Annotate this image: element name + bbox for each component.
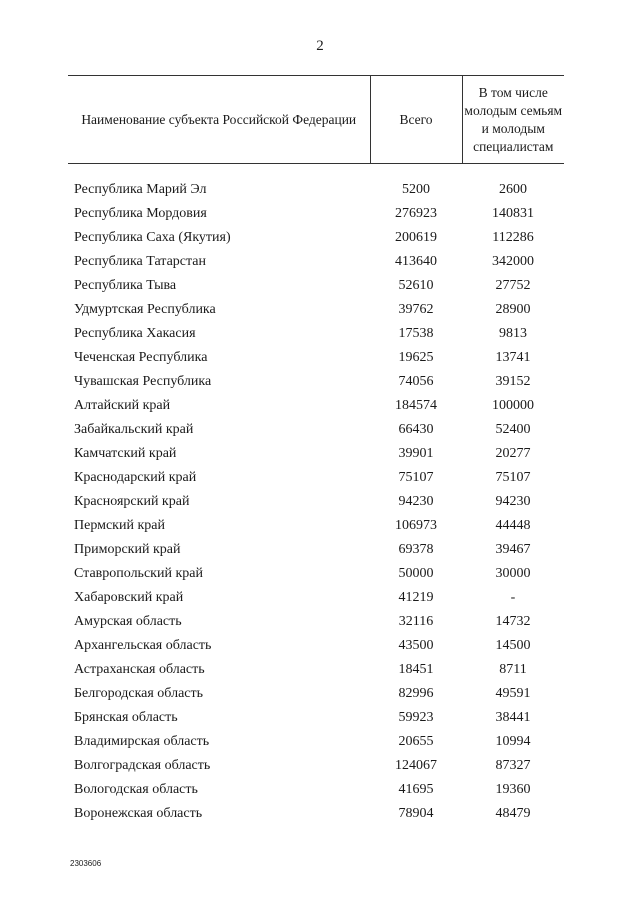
young-families-cell: 39152 (495, 374, 531, 389)
table-row (68, 202, 564, 226)
total-cell: 50000 (398, 566, 434, 581)
total-cell: 20655 (398, 734, 434, 749)
table-row (68, 562, 564, 586)
young-families-cell: 52400 (495, 422, 531, 437)
total-cell: 19625 (398, 350, 434, 365)
table-row (68, 164, 564, 203)
region-name-cell: Камчатский край (74, 446, 177, 461)
region-name-cell: Республика Татарстан (74, 254, 207, 269)
total-cell: 18451 (398, 662, 434, 677)
region-name-cell: Красноярский край (74, 494, 190, 509)
region-name-cell: Краснодарский край (74, 470, 197, 485)
total-cell: 59923 (398, 710, 434, 725)
young-families-cell: 87327 (495, 758, 531, 773)
total-cell: 276923 (395, 206, 437, 221)
region-name-cell: Амурская область (74, 614, 182, 629)
young-families-cell: 2600 (499, 182, 527, 197)
table-row (68, 634, 564, 658)
total-cell: 52610 (398, 278, 434, 293)
young-families-cell: 13741 (495, 350, 531, 365)
young-families-cell: 342000 (492, 254, 534, 269)
young-families-cell: 9813 (499, 326, 527, 341)
young-families-cell: 38441 (495, 710, 531, 725)
region-name-cell: Вологодская область (74, 782, 198, 797)
table-row (68, 706, 564, 730)
total-cell: 69378 (398, 542, 434, 557)
young-families-cell: 140831 (492, 206, 534, 221)
total-cell: 74056 (398, 374, 434, 389)
young-families-cell: 19360 (495, 782, 531, 797)
table-row (68, 682, 564, 706)
table-row (68, 442, 564, 466)
total-cell: 43500 (398, 638, 434, 653)
region-name-cell: Пермский край (74, 518, 165, 533)
table-row (68, 346, 564, 370)
young-families-cell: 39467 (495, 542, 531, 557)
region-name-cell: Хабаровский край (74, 590, 184, 605)
young-families-cell: 100000 (492, 398, 534, 413)
total-cell: 78904 (398, 806, 434, 821)
region-name-cell: Республика Хакасия (74, 326, 196, 341)
young-families-cell: 94230 (495, 494, 531, 509)
document-code: 2303606 (70, 859, 102, 868)
young-families-cell: 49591 (495, 686, 531, 701)
total-cell: 32116 (398, 614, 434, 629)
table-row (68, 778, 564, 802)
table-row (68, 658, 564, 682)
allocation-table-container (68, 75, 564, 826)
table-row (68, 610, 564, 634)
region-name-cell: Чувашская Республика (74, 374, 212, 389)
total-cell: 41695 (398, 782, 434, 797)
region-name-cell: Приморский край (74, 542, 181, 557)
header-total: Всего (370, 76, 462, 164)
table-row (68, 322, 564, 346)
table-row (68, 250, 564, 274)
table-row (68, 226, 564, 250)
young-families-cell: 14732 (495, 614, 531, 629)
young-families-cell: 28900 (495, 302, 531, 317)
young-families-cell: 10994 (495, 734, 531, 749)
table-row (68, 466, 564, 490)
total-cell: 184574 (395, 398, 437, 413)
total-cell: 124067 (395, 758, 437, 773)
young-families-cell: 112286 (492, 230, 534, 245)
table-row (68, 730, 564, 754)
total-cell: 413640 (395, 254, 437, 269)
region-name-cell: Алтайский край (74, 398, 171, 413)
region-name-cell: Республика Саха (Якутия) (74, 230, 231, 245)
region-name-cell: Забайкальский край (74, 422, 194, 437)
region-name-cell: Архангельская область (74, 638, 212, 653)
total-cell: 39762 (398, 302, 434, 317)
region-name-cell: Брянская область (74, 710, 178, 725)
table-body (68, 164, 564, 827)
total-cell: 94230 (398, 494, 434, 509)
header-region-name: Наименование субъекта Российской Федерации (68, 76, 370, 164)
total-cell: 66430 (398, 422, 434, 437)
total-cell: 75107 (398, 470, 434, 485)
young-families-cell: 27752 (495, 278, 531, 293)
young-families-cell: - (510, 590, 516, 605)
table-row (68, 394, 564, 418)
table-row (68, 514, 564, 538)
header-young-families: В том числе молодым семьям и молодым специалистам (462, 76, 564, 164)
total-cell: 41219 (398, 590, 434, 605)
region-name-cell: Республика Тыва (74, 278, 177, 293)
region-name-cell: Астраханская область (74, 662, 205, 677)
page-number: 2 (316, 38, 324, 54)
table-row (68, 802, 564, 826)
table-row (68, 538, 564, 562)
table-row (68, 370, 564, 394)
region-name-cell: Республика Мордовия (74, 206, 207, 221)
table-row (68, 418, 564, 442)
table-header (68, 76, 564, 164)
region-name-cell: Ставропольский край (74, 566, 203, 581)
table-row (68, 586, 564, 610)
region-name-cell: Белгородская область (74, 686, 204, 701)
total-cell: 82996 (398, 686, 434, 701)
table-row (68, 490, 564, 514)
young-families-cell: 48479 (495, 806, 531, 821)
region-name-cell: Воронежская область (74, 806, 203, 821)
region-name-cell: Удмуртская Республика (74, 302, 216, 317)
total-cell: 17538 (398, 326, 434, 341)
table-row (68, 274, 564, 298)
total-cell: 200619 (395, 230, 437, 245)
total-cell: 106973 (395, 518, 437, 533)
young-families-cell: 75107 (495, 470, 531, 485)
young-families-cell: 44448 (495, 518, 531, 533)
total-cell: 5200 (402, 182, 430, 197)
table-row (68, 298, 564, 322)
region-name-cell: Владимирская область (74, 734, 210, 749)
table-row (68, 754, 564, 778)
young-families-cell: 20277 (495, 446, 531, 461)
region-name-cell: Республика Марий Эл (74, 182, 207, 197)
region-name-cell: Чеченская Республика (74, 350, 208, 365)
total-cell: 39901 (398, 446, 434, 461)
young-families-cell: 30000 (495, 566, 531, 581)
region-name-cell: Волгоградская область (74, 758, 211, 773)
young-families-cell: 14500 (495, 638, 531, 653)
young-families-cell: 8711 (499, 662, 527, 677)
allocation-table (68, 75, 564, 826)
